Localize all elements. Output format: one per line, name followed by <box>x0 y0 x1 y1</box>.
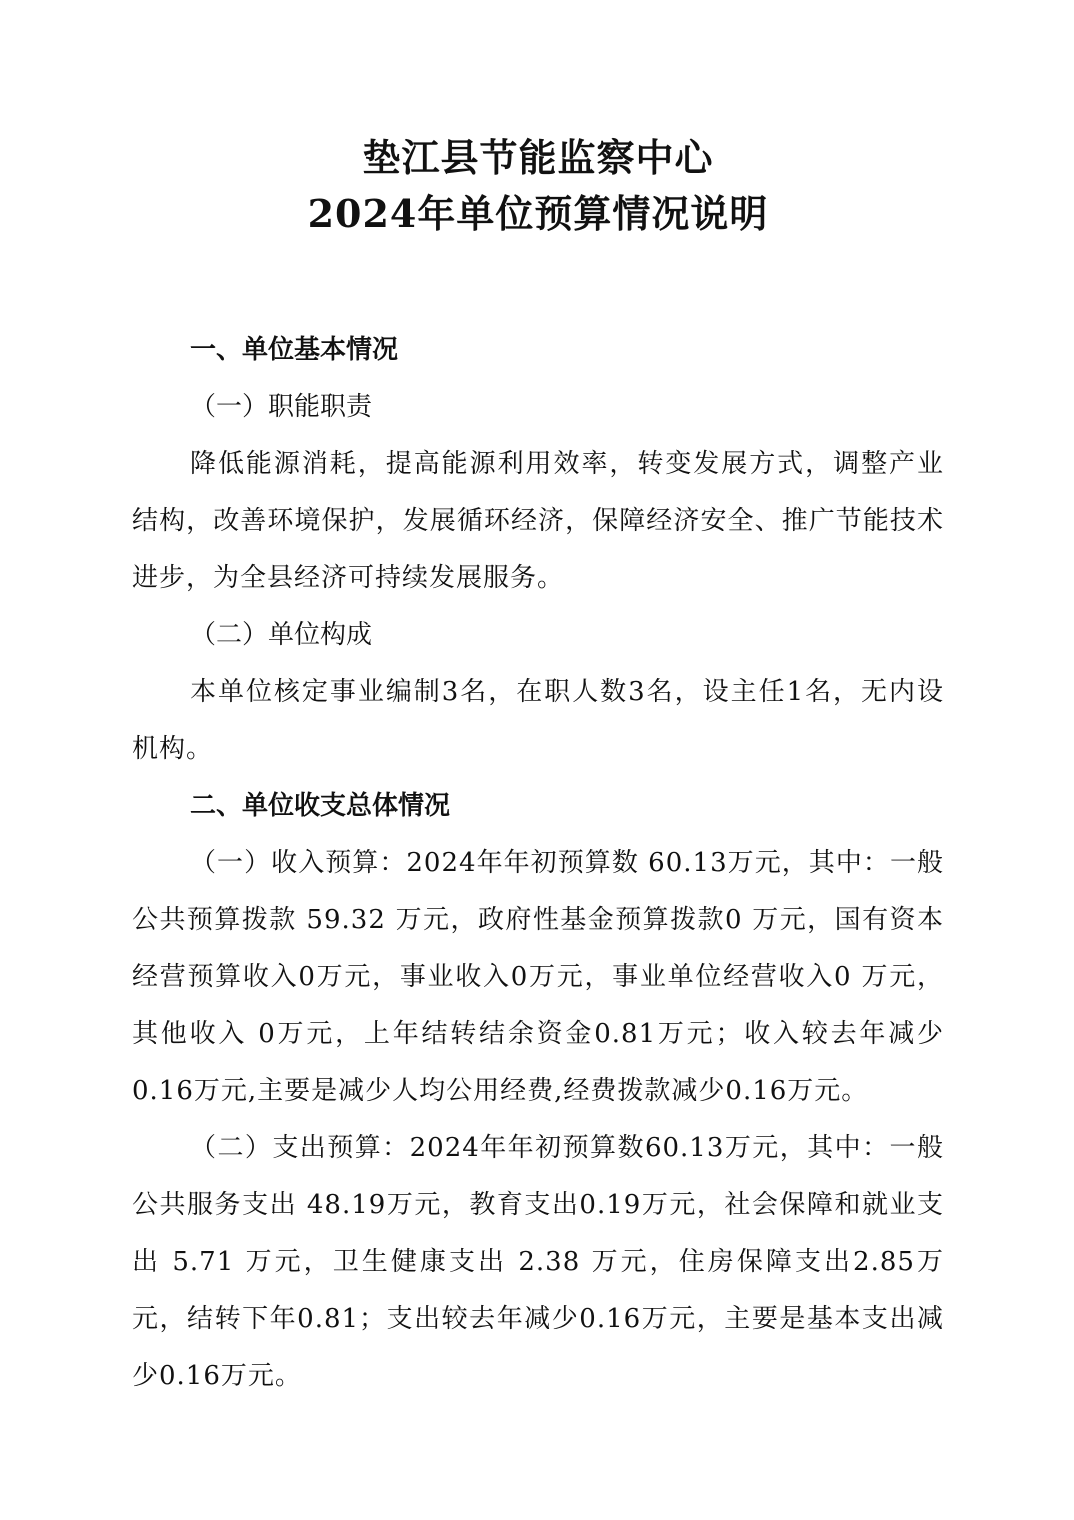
paragraph-expense-budget: （二）支出预算：2024年年初预算数60.13万元，其中：一般公共服务支出 48.19万元，教育支出0.19万元，社会保障和就业支出 5.71 万元，卫生健康支出 2.38 万元，住房保障支出2.85万元，结转下年0.81；支出较去年减少0.16万元，主要是基本支出减少0.16万元。 <box>132 1133 944 1391</box>
subsection-title-composition: （二）单位构成 <box>190 620 373 650</box>
document-title-line1: 垫江县节能监察中心 <box>362 135 714 180</box>
section-heading-income-expense: 二、单位收支总体情况 <box>190 791 451 821</box>
subsection-title-duties: （一）职能职责 <box>190 392 373 422</box>
paragraph-composition: 本单位核定事业编制3名，在职人数3名，设主任1名，无内设机构。 <box>132 677 944 764</box>
section-heading-basic-info: 一、单位基本情况 <box>190 335 399 365</box>
title-block <box>132 130 944 242</box>
document-title-line2: 2024年单位预算情况说明 <box>307 191 769 236</box>
paragraph-duties: 降低能源消耗，提高能源利用效率，转变发展方式，调整产业结构，改善环境保护，发展循环经济，保障经济安全、推广节能技术进步，为全县经济可持续发展服务。 <box>132 449 944 593</box>
paragraph-income-budget: （一）收入预算：2024年年初预算数 60.13万元，其中：一般公共预算拨款 59.32 万元，政府性基金预算拨款0 万元，国有资本经营预算收入0万元，事业收入0万元，事业单位经营收入0 万元，其他收入 0万元，上年结转结余资金0.81万元；收入较去年减少0.16万元,主要是减少人均公用经费,经费拨款减少0.16万元。 <box>132 848 944 1106</box>
